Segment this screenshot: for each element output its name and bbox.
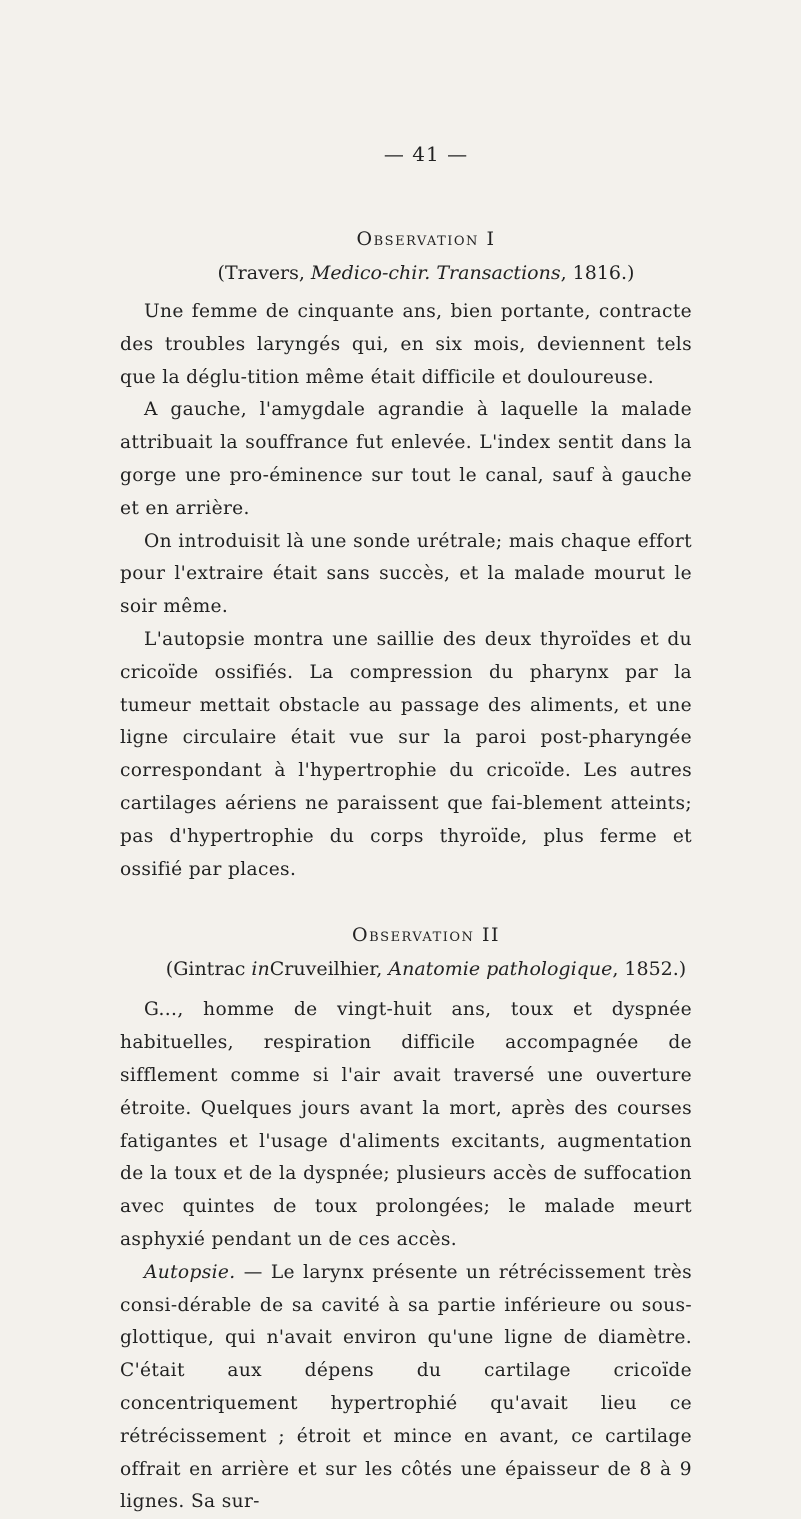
page-number: — 41 — [383, 142, 469, 166]
observation-1-title: Observation I [356, 228, 496, 250]
observation-2-paragraph: G..., homme de vingt-huit ans, toux et dyspnée habituelles, respiration difficile accompagnée de sifflement comme si l'air avait traversé une ouverture étroite. Quelques jours avant la mort, après des courses fatigantes et l'usage d'aliments excitants, augmentation de la toux et de la dyspnée; plusieurs accès de suffocation avec quintes de toux prolongées; le malade meurt asphyxié pendant un de ces accès. [120, 999, 692, 1250]
observation-2-autopsy [120, 1257, 692, 1519]
autopsy-label: Autopsie. [144, 1261, 236, 1283]
observation-1-source [160, 262, 692, 284]
observation-1-paragraph: On introduisit là une sonde urétrale; mais chaque effort pour l'extraire était sans succès, et la malade mourut le soir même. [120, 530, 692, 618]
source-book: Anatomie pathologique [388, 958, 613, 981]
observation-2-source [160, 958, 692, 980]
observation-2-title: Observation II [352, 924, 500, 947]
observation-1-paragraph: L'autopsie montra une saillie des deux thyroïdes et du cricoïde ossifiés. La compression du pharynx par la tumeur mettait obstacle au passage des aliments, et une ligne circulaire était vue sur la paroi post-pharyngée correspondant à l'hypertrophie du cricoïde. Les autres cartilages aériens ne paraissent que fai-blement atteints; pas d'hypertrophie du corps thyroïde, plus ferme et ossifié par places. [120, 628, 692, 880]
document-page [120, 142, 692, 1519]
autopsy-text: — Le larynx présente un rétrécissement très consi-dérable de sa cavité à sa partie inférieure ou sous-glottique, qui n'avait environ qu'une ligne de diamètre. C'était aux dépens du cartilage cricoïde concentriquement hypertrophié qu'avait lieu ce rétrécissement ; étroit et mince en avant, ce cartilage offrait en arrière et sur les côtés une épaisseur de 8 à 9 lignes. Sa sur- [120, 1261, 692, 1513]
observation-1-paragraph: A gauche, l'amygdale agrandie à laquelle la malade attribuait la souffrance fut enlevée. L'index sentit dans la gorge une pro-éminence sur tout le canal, sauf à gauche et en arrière. [120, 399, 692, 519]
source-author: Cruveilhier, [269, 958, 389, 981]
source-open: (Gintrac [165, 958, 252, 981]
source-close: , 1816.) [560, 262, 635, 284]
source-close: , 1852.) [612, 958, 687, 981]
source-journal: Medico-chir. Transactions [310, 262, 561, 284]
source-in: in [251, 958, 270, 981]
source-open: (Travers, [217, 262, 311, 284]
observation-1-paragraph: Une femme de cinquante ans, bien portante, contracte des troubles laryngés qui, en six mois, deviennent tels que la déglu-tition même était difficile et douloureuse. [120, 301, 692, 388]
